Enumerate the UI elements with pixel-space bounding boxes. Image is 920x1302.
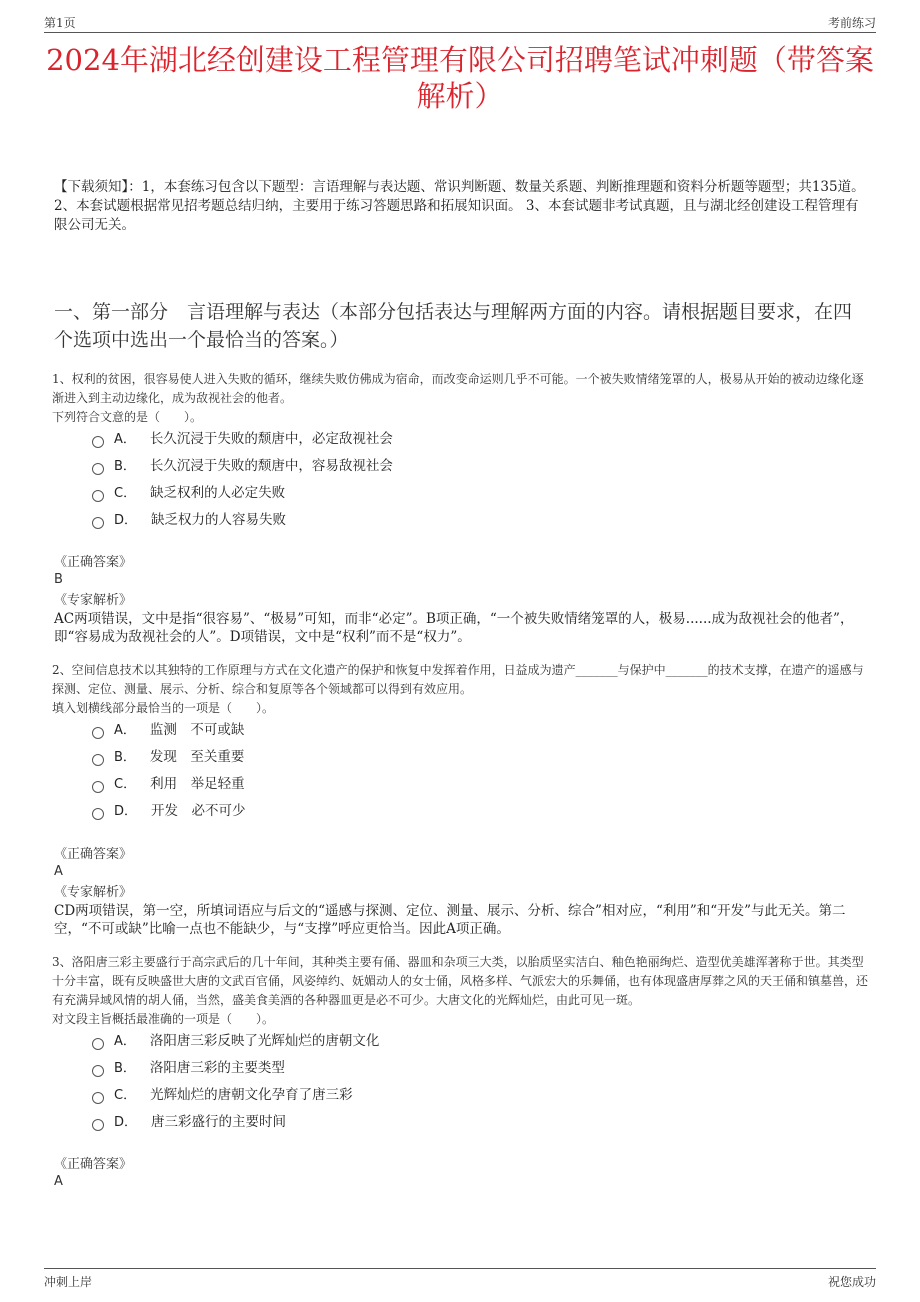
option-b[interactable]: B． 长久沉浸于失败的颓唐中，容易敌视社会 — [92, 453, 393, 480]
footer-left-text: 冲刺上岸 — [44, 1275, 93, 1289]
radio-icon[interactable] — [92, 808, 104, 820]
option-a[interactable]: A． 监测 不可或缺 — [92, 717, 246, 744]
radio-icon[interactable] — [92, 754, 104, 766]
page-number: 第1页 — [44, 16, 76, 30]
option-d[interactable]: D． 缺乏权力的人容易失败 — [92, 507, 393, 534]
option-b[interactable]: B． 发现 至关重要 — [92, 744, 246, 771]
question-stem: 2、空间信息技术以其独特的工作原理与方式在文化遗产的保护和恢复中发挥着作用，日益成为遗产_______与保护中_______的技术支撑，在遗产的遥感与探测、定位、测量、展示、分析、综合和复原等各个领域都可以得到有效应用。 — [52, 663, 864, 696]
correct-answer-3 — [54, 1156, 132, 1190]
section-heading: 一、第一部分 言语理解与表达（本部分包括表达与理解两方面的内容。请根据题目要求，在四个选项中选出一个最恰当的答案。） — [54, 301, 853, 351]
document-title: 2024年湖北经创建设工程管理有限公司招聘笔试冲刺题（带答案解析） — [46, 43, 874, 113]
question-stem: 1、权利的贫困，很容易使人进入失败的循环，继续失败仿佛成为宿命，而改变命运则几乎不可能。一个被失败情绪笼罩的人，极易从开始的被动边缘化逐渐进入到主动边缘化，成为敌视社会的他者。 — [52, 372, 864, 405]
radio-icon[interactable] — [92, 463, 104, 475]
expert-explanation-1: AC两项错误，文中是指“很容易”、“极易”可知，而非“必定”。B项正确，“一个被失败情绪笼罩的人，极易......成为敌视社会的他者”，即“容易成为敌视社会的人”。D项错误，文中是“权利”而不是“权力”。 — [54, 611, 854, 645]
radio-icon[interactable] — [92, 1092, 104, 1104]
question-2-options — [92, 717, 246, 825]
expert-explanation-2: CD两项错误，第一空，所填词语应与后文的“遥感与探测、定位、测量、展示、分析、综合”相对应，“利用”和“开发”与此无关。第二空，“不可或缺”比喻一点也不能缺少，与“支撑”呼应更恰当。因此A项正确。 — [54, 903, 846, 937]
question-2 — [52, 661, 870, 718]
correct-answer-value: A — [54, 1174, 63, 1189]
correct-answer-label: 《正确答案》 — [54, 1157, 133, 1172]
question-ask: 填入划横线部分最恰当的一项是（ ）。 — [52, 701, 275, 715]
question-stem: 3、洛阳唐三彩主要盛行于高宗武后的几十年间，其种类主要有俑、器皿和杂项三大类，以胎质坚实洁白、釉色艳丽绚烂、造型优美雄浑著称于世。其类型十分丰富，既有反映盛世大唐的文武百官俑，风姿绰约、妩媚动人的女士俑，风格多样、气派宏大的乐舞俑，也有体现盛唐厚葬之风的天王俑和镇墓兽，还有充满异域风情的胡人俑，当然，盛美食美酒的各种器皿更是必不可少。大唐文化的光辉灿烂，由此可见一斑。 — [52, 955, 869, 1007]
radio-icon[interactable] — [92, 517, 104, 529]
question-ask: 对文段主旨概括最准确的一项是（ ）。 — [52, 1012, 275, 1026]
page-footer — [44, 1268, 876, 1289]
question-3 — [52, 953, 870, 1029]
radio-icon[interactable] — [92, 1119, 104, 1131]
correct-answer-value: B — [54, 572, 63, 587]
radio-icon[interactable] — [92, 1065, 104, 1077]
option-b[interactable]: B． 洛阳唐三彩的主要类型 — [92, 1055, 379, 1082]
option-d[interactable]: D． 唐三彩盛行的主要时间 — [92, 1109, 379, 1136]
correct-answer-label: 《正确答案》 — [54, 555, 133, 570]
correct-answer-label: 《正确答案》 — [54, 847, 133, 862]
correct-answer-value: A — [54, 864, 63, 879]
option-a[interactable]: A． 洛阳唐三彩反映了光辉灿烂的唐朝文化 — [92, 1028, 379, 1055]
option-c[interactable]: C． 缺乏权利的人必定失败 — [92, 480, 393, 507]
option-c[interactable]: C． 光辉灿烂的唐朝文化孕育了唐三彩 — [92, 1082, 379, 1109]
question-1 — [52, 370, 870, 427]
download-notice: 【下载须知】：1，本套练习包含以下题型：言语理解与表达题、常识判断题、数量关系题、判断推理题和资料分析题等题型；共135道。 2、本套试题根据常见招考题总结归纳，主要用于练习答题思路和拓展知识面。 3、本套试题非考试真题，且与湖北经创建设工程管理有限公司无关。 — [54, 179, 865, 233]
header-label: 考前练习 — [827, 16, 876, 30]
footer-right-text: 祝您成功 — [827, 1275, 876, 1289]
option-a[interactable]: A． 长久沉浸于失败的颓唐中，必定敌视社会 — [92, 426, 393, 453]
expert-label-2: 《专家解析》 — [54, 885, 133, 900]
radio-icon[interactable] — [92, 490, 104, 502]
radio-icon[interactable] — [92, 727, 104, 739]
radio-icon[interactable] — [92, 781, 104, 793]
question-3-options — [92, 1028, 379, 1136]
option-c[interactable]: C． 利用 举足轻重 — [92, 771, 246, 798]
radio-icon[interactable] — [92, 1038, 104, 1050]
expert-label-1: 《专家解析》 — [54, 593, 133, 608]
question-ask: 下列符合文意的是（ ）。 — [52, 410, 203, 424]
question-1-options — [92, 426, 393, 534]
page-header — [44, 14, 876, 33]
correct-answer-2 — [54, 846, 132, 880]
correct-answer-1 — [54, 554, 132, 588]
radio-icon[interactable] — [92, 436, 104, 448]
option-d[interactable]: D． 开发 必不可少 — [92, 798, 246, 825]
